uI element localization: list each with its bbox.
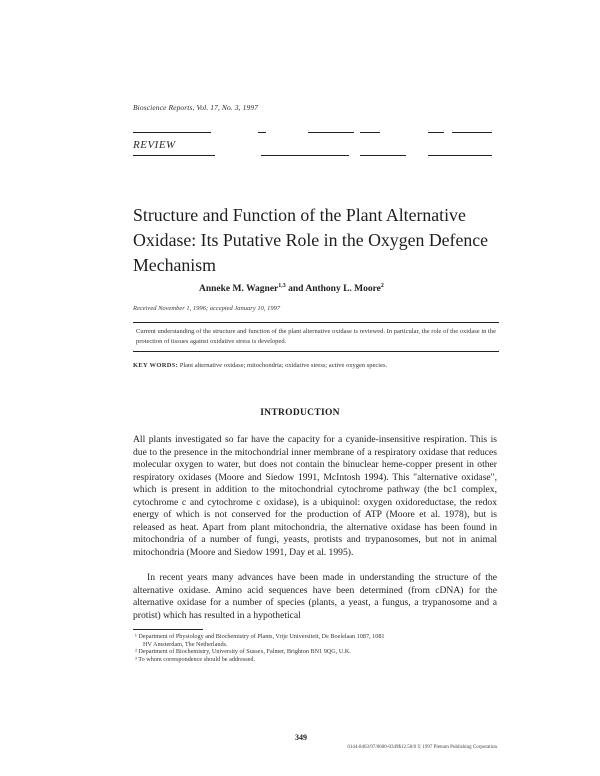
abstract-rule-bottom (133, 351, 499, 352)
author-first: Anneke M. Wagner (199, 284, 279, 295)
author-second-affiliation: 2 (380, 283, 384, 289)
abstract-rule-top (133, 322, 499, 323)
footnote-3: ³ To whom correspondence should be addressed. (135, 655, 256, 663)
received-dates: Received November 1, 1996; accepted January 10, 1997 (133, 305, 281, 312)
footnote-1-cont: HV Amsterdam, The Netherlands. (143, 640, 228, 648)
section-label: REVIEW (133, 139, 176, 151)
issn-copyright: 0144-8463/97/0600-0349$12.50/0 © 1997 Plenum Publishing Corporation (347, 745, 497, 750)
abstract: Current understanding of the structure and function of the plant alternative oxidase is reviewed. In particular, the role of the oxidase in the protection of tissues against oxidative stress is developed. (136, 328, 496, 345)
footnote-1: ¹ Department of Physiology and Biochemistry of Plants, Vrije Universiteit, De Boelelaan 1087, 1081 (135, 633, 385, 640)
footnote-rule (133, 629, 203, 630)
article-title: Structure and Function of the Plant Alternative Oxidase: Its Putative Role in the Oxygen Defence Mechanism (133, 205, 489, 275)
author-first-affiliation: 1,3 (278, 283, 286, 289)
keywords (133, 362, 503, 369)
author-second: Anthony L. Moore (305, 284, 381, 295)
section-heading (0, 402, 600, 420)
footnotes (135, 633, 500, 663)
paragraph-1: All plants investigated so far have the capacity for a cyanide-insensitive respiration. This is due to the presence in the mitochondrial inner membrane of a respiratory oxidase that reduces molecular oxygen to water, but does not contain the binuclear heme-copper present in other respiratory oxidases (Moore and Siedow 1991, McIntosh 1994). This "alternative oxidase", which is present in addition to the mitochondrial cytochrome pathway (the bc1 complex, cytochrome c and cytochrome c oxidase), is a ubiquinol: oxygen oxidoreductase, the redox energy of which is not conserved for the production of ATP (Moore et al. 1978), but is released as heat. Apart from plant mitochondria, the alternative oxidase has been found in mitochondria of a number of fungi, yeasts, protists and trypanosomes, but not in animal mitochondria (Moore and Siedow 1991, Day et al. 1995). (133, 434, 497, 558)
page-number-text: 349 (295, 733, 307, 742)
section-heading-text: INTRODUCTION (260, 408, 340, 418)
footnote-2: ² Department of Biochemistry, University of Sussex, Falmer, Brighton BN1 9QG, U.K. (135, 648, 351, 656)
paragraph-2: In recent years many advances have been made in understanding the structure of the alternative oxidase. Amino acid sequences have been determined (from cDNA) for the alternative oxidase for a number of species (plants, a yeast, a fungus, a trypanosome and a protist) which has resulted in a hypothetical (133, 572, 497, 621)
author-line (199, 283, 384, 294)
author-and: and (288, 284, 304, 295)
keywords-label: KEY WORDS: (133, 362, 179, 369)
journal-citation: Bioscience Reports, Vol. 17, No. 3, 1997 (133, 103, 259, 112)
page-number (0, 733, 600, 742)
keywords-text: Plant alternative oxidase; mitochondria; oxidative stress; active oxygen species. (179, 362, 388, 369)
